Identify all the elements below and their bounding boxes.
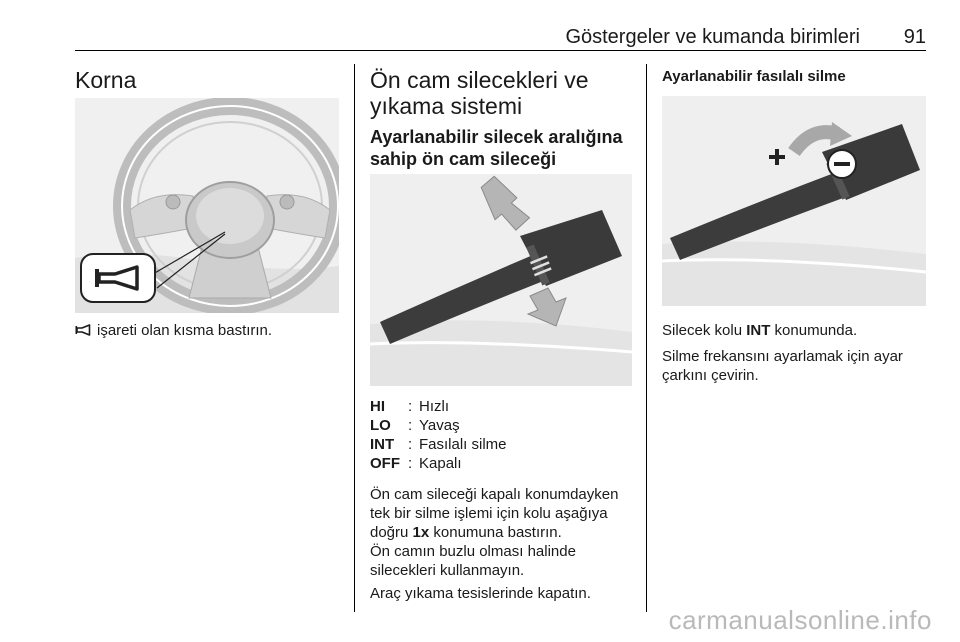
legend-row: INT : Fasılalı silme (370, 436, 507, 453)
heading-adjustable-interval: Ayarlanabilir fasılalı silme (662, 68, 846, 85)
wiper-lever-figure (370, 174, 632, 386)
page-number: 91 (903, 26, 926, 48)
watermark-text: carmanualsonline.info (668, 605, 932, 635)
lever-int-paragraph: Silecek kolu INT konumunda. (662, 322, 858, 339)
subheading-line1: Ayarlanabilir silecek aralığına (370, 127, 623, 147)
section-title: Göstergeler ve kumanda birimleri (565, 26, 860, 48)
column-divider-1 (354, 64, 355, 612)
horn-icon (75, 322, 91, 334)
legend-row: OFF : Kapalı (370, 455, 462, 472)
frequency-adjust-paragraph: Silme frekansını ayarlamak için ayar çarkını çevirin. (662, 348, 903, 384)
heading-wipers-line1: Ön cam silecekleri ve (370, 67, 589, 93)
single-wipe-paragraph: Ön cam sileceği kapalı konumdayken tek bir silme işlemi için kolu aşağıya doğru 1x konumuna bastırın. (370, 486, 619, 541)
minus-icon (828, 150, 856, 178)
legend-row: LO : Yavaş (370, 417, 460, 434)
horn-instruction: işareti olan kısma bastırın. (75, 321, 272, 340)
interval-wheel-figure (662, 96, 926, 306)
wiper-positions-legend (370, 398, 507, 474)
heading-wipers-line2: yıkama sistemi (370, 93, 523, 119)
header-rule (75, 50, 926, 51)
horn-icon (93, 264, 143, 292)
frost-warning-paragraph: Ön camın buzlu olması halinde silecekleri kullanmayın. (370, 543, 576, 579)
plus-icon (768, 148, 786, 166)
subheading-line2: sahip ön cam sileceği (370, 149, 557, 169)
steering-wheel-figure (75, 98, 339, 313)
column-divider-2 (646, 64, 647, 612)
heading-korna: Korna (75, 67, 137, 93)
car-wash-paragraph: Araç yıkama tesislerinde kapatın. (370, 585, 591, 602)
legend-row: HI : Hızlı (370, 398, 449, 415)
page-header (75, 26, 926, 52)
